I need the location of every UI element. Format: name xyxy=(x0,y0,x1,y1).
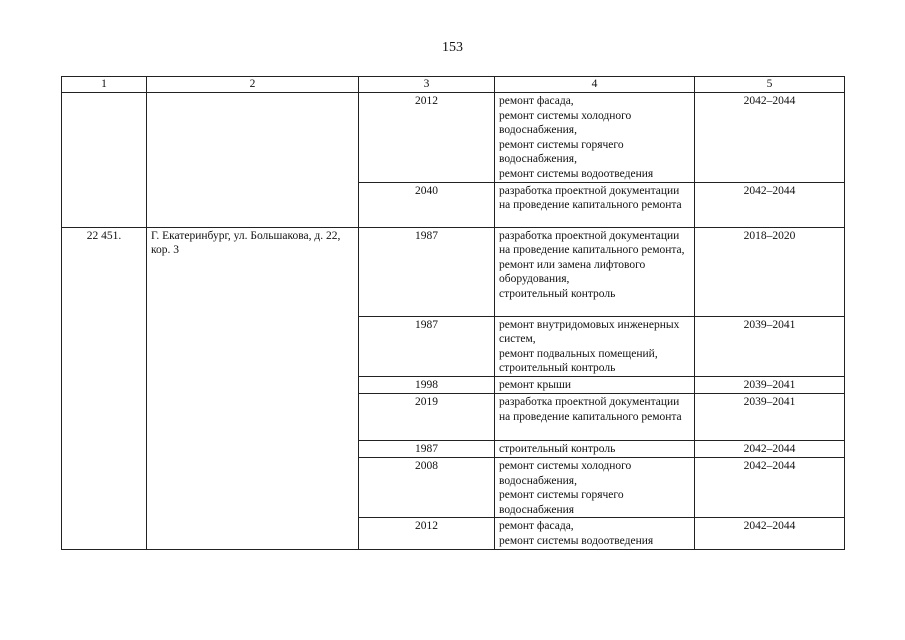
work-type-cell: разработка проектной документации на проведение капитального ремонта, ремонт или замена лифтового оборудования, строительный контроль xyxy=(495,227,695,316)
period-cell: 2039–2041 xyxy=(695,393,845,440)
table-row xyxy=(62,227,845,316)
header-col-5: 5 xyxy=(695,77,845,93)
page-number: 153 xyxy=(442,40,463,55)
table-row xyxy=(62,93,845,183)
year-cell: 2012 xyxy=(359,518,495,549)
row-number-cell: 22 451. xyxy=(62,227,147,549)
period-cell: 2042–2044 xyxy=(695,182,845,227)
year-cell: 1987 xyxy=(359,227,495,316)
header-col-1: 1 xyxy=(62,77,147,93)
address-cell: Г. Екатеринбург, ул. Большакова, д. 22, кор. 3 xyxy=(147,227,359,549)
year-cell: 2012 xyxy=(359,93,495,183)
year-cell: 1987 xyxy=(359,440,495,457)
work-type-cell: строительный контроль xyxy=(495,440,695,457)
year-cell: 2019 xyxy=(359,393,495,440)
work-type-cell: ремонт фасада, ремонт системы холодного водоснабжения, ремонт системы горячего водоснабжения, ремонт системы водоотведения xyxy=(495,93,695,183)
work-type-cell: ремонт крыши xyxy=(495,376,695,393)
period-cell: 2042–2044 xyxy=(695,93,845,183)
address-cell xyxy=(147,93,359,228)
header-col-2: 2 xyxy=(147,77,359,93)
work-type-cell: ремонт системы холодного водоснабжения, ремонт системы горячего водоснабжения xyxy=(495,457,695,517)
period-cell: 2039–2041 xyxy=(695,316,845,376)
header-col-4: 4 xyxy=(495,77,695,93)
period-cell: 2042–2044 xyxy=(695,440,845,457)
year-cell: 1998 xyxy=(359,376,495,393)
work-type-cell: разработка проектной документации на проведение капитального ремонта xyxy=(495,393,695,440)
period-cell: 2018–2020 xyxy=(695,227,845,316)
work-type-cell: ремонт внутридомовых инженерных систем, ремонт подвальных помещений, строительный контроль xyxy=(495,316,695,376)
period-cell: 2042–2044 xyxy=(695,457,845,517)
year-cell: 2040 xyxy=(359,182,495,227)
period-cell: 2039–2041 xyxy=(695,376,845,393)
repair-schedule-table xyxy=(61,76,845,550)
row-number-cell xyxy=(62,93,147,228)
work-type-cell: ремонт фасада, ремонт системы водоотведения xyxy=(495,518,695,549)
year-cell: 2008 xyxy=(359,457,495,517)
year-cell: 1987 xyxy=(359,316,495,376)
header-col-3: 3 xyxy=(359,77,495,93)
period-cell: 2042–2044 xyxy=(695,518,845,549)
work-type-cell: разработка проектной документации на проведение капитального ремонта xyxy=(495,182,695,227)
header-row xyxy=(62,77,845,93)
